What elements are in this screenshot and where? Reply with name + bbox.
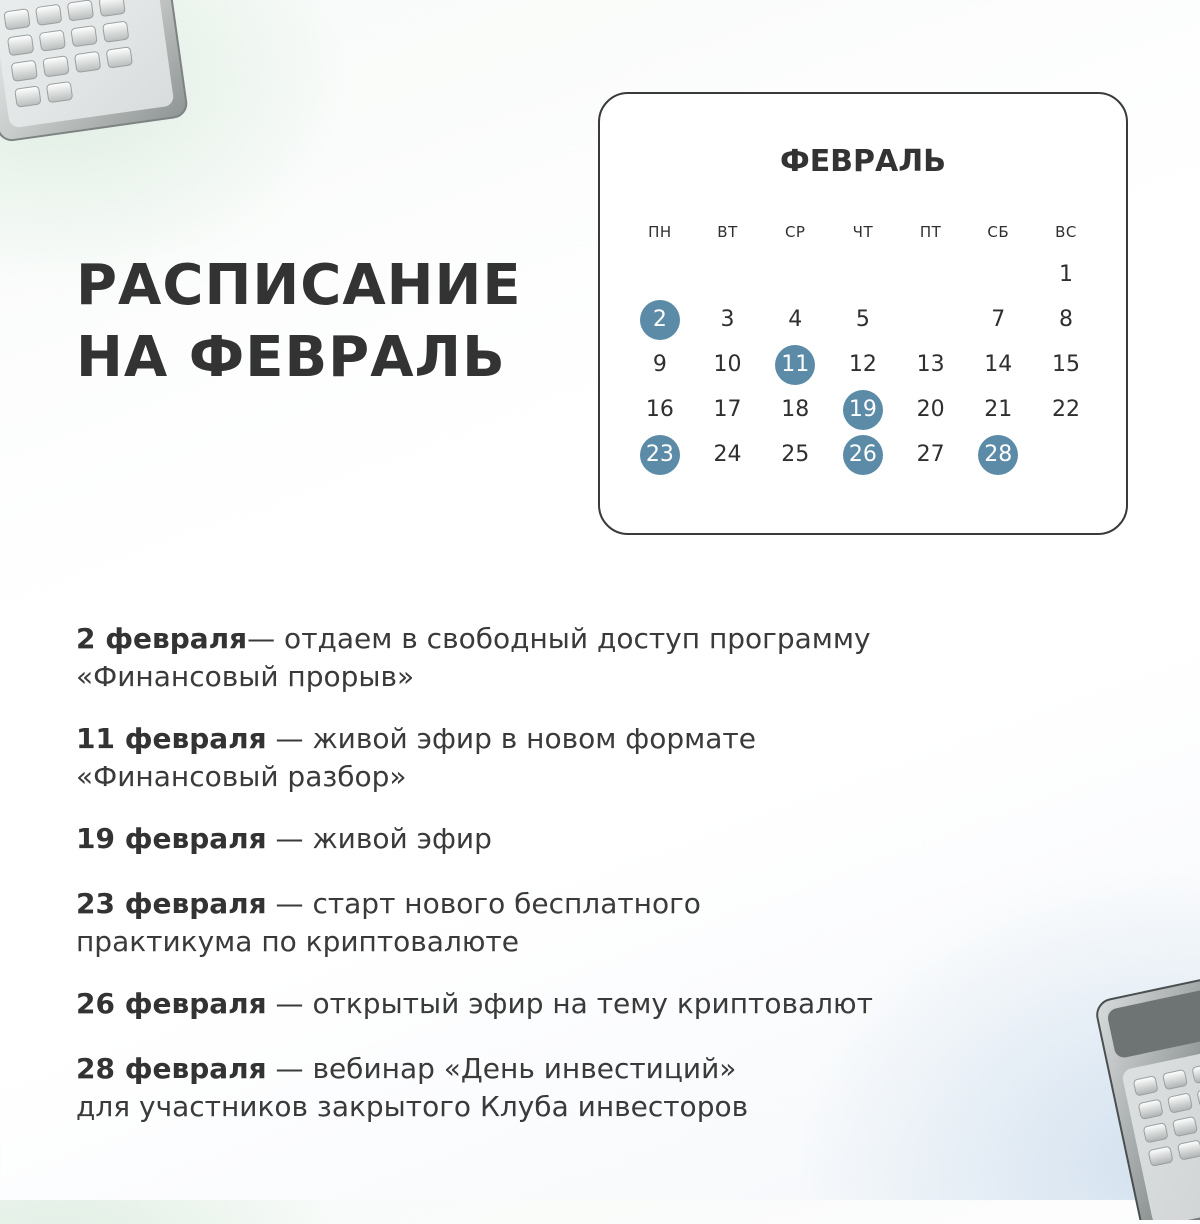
calendar-grid [626, 212, 1100, 477]
calendar-day-highlighted: 28 [978, 435, 1018, 475]
calendar-day: 22 [1051, 397, 1080, 422]
calendar-day: 14 [984, 352, 1013, 377]
event-item [76, 1050, 1076, 1126]
calendar-cell [829, 342, 897, 387]
calendar-day: 18 [781, 397, 810, 422]
event-item [76, 985, 1076, 1023]
calendar-cell [897, 252, 965, 297]
calendar-cell [897, 342, 965, 387]
weekday-label: ВТ [717, 223, 738, 241]
event-description: — старт нового бесплатного [266, 887, 701, 920]
weekday-label: ЧТ [852, 223, 874, 241]
calendar-cell [1032, 252, 1100, 297]
calendar-cell [626, 387, 694, 432]
calendar-day-highlighted: 26 [843, 435, 883, 475]
calendar-day: 7 [991, 307, 1006, 332]
calendar-cell [897, 387, 965, 432]
calendar-day: 4 [788, 307, 803, 332]
calendar-week-row [626, 387, 1100, 432]
event-date: 23 февраля [76, 887, 267, 920]
event-item [76, 720, 1076, 796]
calendar-cell [694, 252, 762, 297]
calendar-cell [626, 297, 694, 342]
calendar-cell [761, 297, 829, 342]
calendar-cell [897, 432, 965, 477]
calendar-day-highlighted: 2 [640, 300, 680, 340]
decorative-calendar-image-top [0, 0, 200, 160]
page-title-line-1: РАСПИСАНИЕ [76, 253, 522, 318]
calendar-day: 21 [984, 397, 1013, 422]
calendar-day: 16 [645, 397, 674, 422]
event-date: 2 февраля [76, 622, 248, 655]
calendar-cell [1032, 342, 1100, 387]
weekday-label: ПН [648, 223, 672, 241]
calendar-day: 12 [848, 352, 877, 377]
calendar-day: 5 [855, 307, 870, 332]
calendar-month-title: ФЕВРАЛЬ [779, 144, 947, 179]
calendar-cell [761, 252, 829, 297]
calendar-cell [964, 252, 1032, 297]
calendar-week-row [626, 432, 1100, 477]
calendar-week-row [626, 342, 1100, 387]
calendar-cell [829, 297, 897, 342]
event-description: — отдаем в свободный доступ программу [247, 622, 871, 655]
event-description: «Финансовый прорыв» [76, 660, 415, 693]
calendar-day: 24 [713, 442, 742, 467]
calendar-day: 10 [713, 352, 742, 377]
calendar-cell [829, 432, 897, 477]
event-date: 28 февраля [76, 1052, 267, 1085]
event-date: 26 февраля [76, 987, 267, 1020]
calendar-day: 3 [720, 307, 735, 332]
page-title [76, 250, 522, 394]
calendar-cell [1032, 432, 1100, 477]
calendar-cell [964, 297, 1032, 342]
event-description: для участников закрытого Клуба инвесторов [76, 1090, 749, 1123]
calendar-cell [964, 342, 1032, 387]
event-description: «Финансовый разбор» [76, 760, 407, 793]
calendar-day-highlighted: 23 [640, 435, 680, 475]
calendar-day: 27 [916, 442, 945, 467]
calendar-cell [761, 432, 829, 477]
event-description: — живой эфир [266, 822, 492, 855]
weekday-label: ВС [1055, 223, 1077, 241]
decorative-calendar-image-bottom [1085, 970, 1200, 1220]
calendar-cell [626, 432, 694, 477]
calendar-cell [626, 252, 694, 297]
calendar-cell [964, 432, 1032, 477]
calendar-cell [694, 297, 762, 342]
calendar-day: 8 [1058, 307, 1073, 332]
event-item [76, 820, 1076, 858]
calendar-cell [897, 297, 965, 342]
event-date: 19 февраля [76, 822, 267, 855]
calendar-day: 25 [781, 442, 810, 467]
event-description: — вебинар «День инвестиций» [266, 1052, 737, 1085]
calendar-day: 20 [916, 397, 945, 422]
calendar-card [598, 92, 1128, 535]
calendar-cell [829, 387, 897, 432]
calendar-week-row [626, 297, 1100, 342]
calendar-cell [1032, 387, 1100, 432]
calendar-cell [829, 252, 897, 297]
calendar-cell [694, 342, 762, 387]
calendar-cell [1032, 297, 1100, 342]
calendar-day: 15 [1051, 352, 1080, 377]
event-item [76, 885, 1076, 961]
calendar-day-highlighted: 11 [775, 345, 815, 385]
calendar-cell [964, 387, 1032, 432]
calendar-week-row [626, 252, 1100, 297]
weekday-label: СР [784, 223, 806, 241]
event-description: — открытый эфир на тему криптовалют [266, 987, 873, 1020]
calendar-weekday-header [626, 212, 1100, 252]
page-title-line-2: НА ФЕВРАЛЬ [76, 325, 506, 390]
calendar-day-highlighted: 19 [843, 390, 883, 430]
calendar-cell [761, 387, 829, 432]
calendar-cell [761, 342, 829, 387]
weekday-label: ПТ [919, 223, 942, 241]
calendar-cell [694, 432, 762, 477]
event-item [76, 620, 1076, 696]
weekday-label: СБ [987, 223, 1010, 241]
calendar-day: 17 [713, 397, 742, 422]
calendar-cell [626, 342, 694, 387]
event-description: — живой эфир в новом формате [266, 722, 756, 755]
calendar-cell [694, 387, 762, 432]
event-description: практикума по криптовалюте [76, 925, 519, 958]
event-date: 11 февраля [76, 722, 267, 755]
calendar-day: 13 [916, 352, 945, 377]
calendar-day: 9 [652, 352, 667, 377]
calendar-day: 1 [1058, 262, 1073, 287]
